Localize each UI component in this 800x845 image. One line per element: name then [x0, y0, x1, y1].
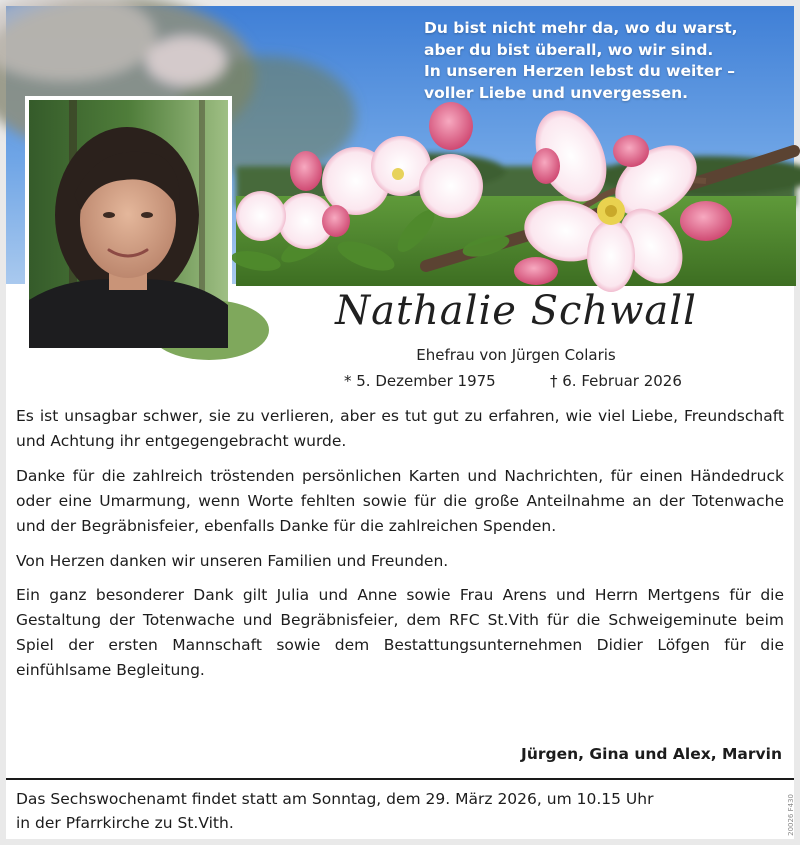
memorial-quote [424, 18, 784, 104]
death-date: † 6. Februar 2026 [550, 372, 682, 390]
family-signature: Jürgen, Gina und Alex, Marvin [521, 745, 782, 763]
paragraph: Es ist unsagbar schwer, sie zu verlieren, aber es tut gut zu erfahren, wie viel Liebe, Freundschaft und Achtung ihr entgegengebracht wurde. [16, 407, 784, 450]
thank-you-text [16, 404, 784, 693]
ad-code: 20026 F430 [787, 794, 795, 836]
quote-line: Du bist nicht mehr da, wo du warst, [424, 19, 738, 37]
deceased-name: Nathalie Schwall [335, 288, 697, 334]
announcement-line: in der Pfarrkirche zu St.Vith. [16, 814, 234, 832]
mass-announcement [16, 787, 776, 835]
birth-date: * 5. Dezember 1975 [344, 372, 496, 390]
obituary-card [6, 6, 794, 839]
portrait-photo [25, 96, 232, 352]
quote-line: voller Liebe und unvergessen. [424, 83, 689, 102]
paragraph: Ein ganz besonderer Dank gilt Julia und Anne sowie Frau Arens und Herrn Mertgens für die Gestaltung der Totenwache und Begräbnisfeier, dem RFC St.Vith für die Schweigeminute beim Spiel der ersten Mannschaft sowie dem Bestattungsunternehmen Didier Löfgen für die einfühlsame Begleitung. [16, 586, 784, 679]
divider [6, 778, 794, 780]
announcement-line: Das Sechswochenamt findet statt am Sonntag, dem 29. März 2026, um 10.15 Uhr [16, 790, 654, 808]
quote-line: In unseren Herzen lebst du weiter – [424, 62, 736, 80]
paragraph: Danke für die zahlreich tröstenden persönlichen Karten und Nachrichten, für einen Händedruck oder eine Umarmung, wenn Worte fehlten sowie für die große Anteilnahme an der Totenwache und der Begräbnisfeier, ebenfalls Danke für die zahlreichen Spenden. [16, 467, 784, 535]
paragraph: Von Herzen danken wir unseren Familien und Freunden. [16, 552, 449, 570]
quote-line: aber du bist überall, wo wir sind. [424, 40, 714, 59]
relation-line: Ehefrau von Jürgen Colaris [416, 346, 616, 364]
